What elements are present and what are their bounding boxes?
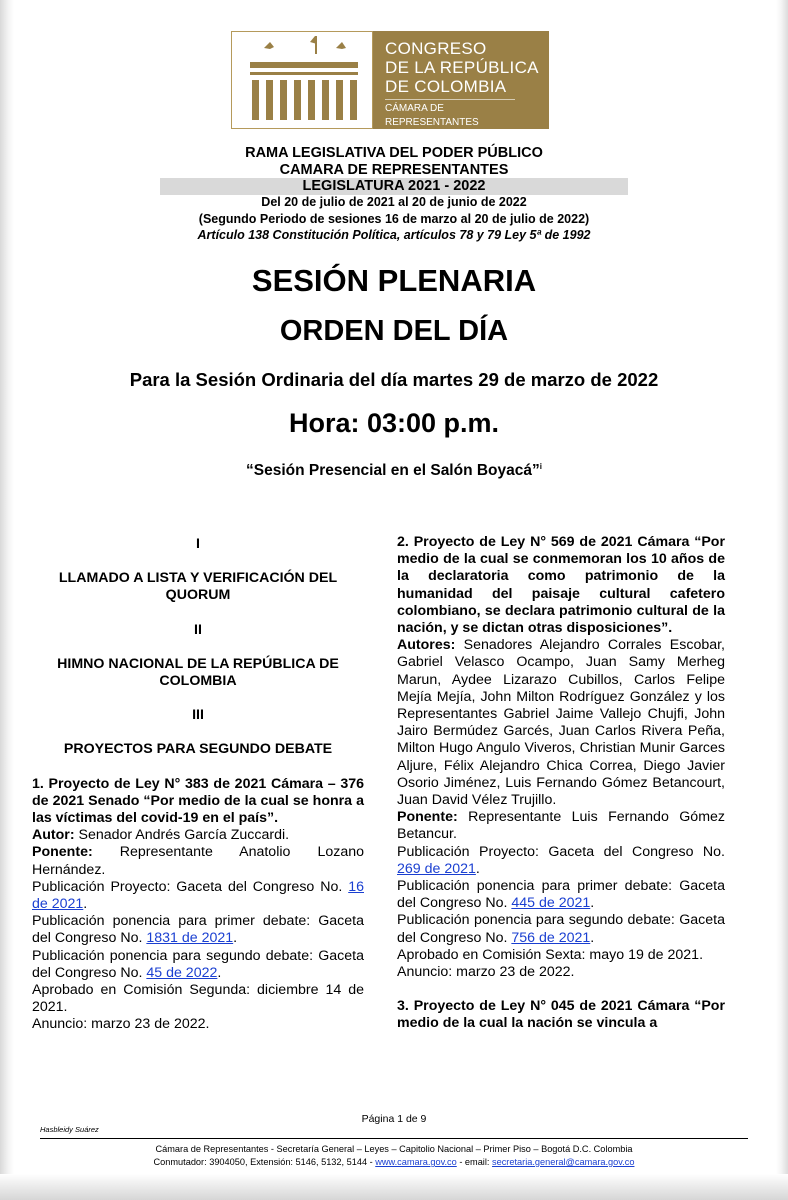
session-location-text: “Sesión Presencial en el Salón Boyacá”	[245, 462, 540, 480]
bill-2-ponente-label: Ponente:	[397, 809, 458, 826]
bill-2-heading: 2. Proyecto de Ley N° 569 de 2021 Cámara “Por medio de la cual se conmemoran los 10 años de la declaratoria como patrimonio de la humanidad del paisaje cultural cafetero colombiano, se declara patrimonio cultural de la nación, y se dictan otras disposiciones”.	[397, 534, 725, 637]
congress-logo	[231, 31, 549, 129]
bill-2-gaceta-segundo-link[interactable]: 756 de 2021	[511, 929, 591, 946]
footer-contact	[0, 1157, 788, 1167]
bill-1-pub-proyecto: Publicación Proyecto: Gaceta del Congreso No. 16 de 2021.	[32, 878, 364, 913]
bill-2-pub-segundo: Publicación ponencia para segundo debate: Gaceta del Congreso No. 756 de 2021.	[397, 912, 725, 946]
bill-1-gaceta-proyecto-link[interactable]: 16 de 2021	[32, 878, 364, 913]
bill-2-pub-primer-text: Publicación ponencia para primer debate: Gaceta del Congreso No.	[397, 878, 725, 912]
bill-1-ponente-label: Ponente:	[32, 844, 93, 861]
page-title: SESIÓN PLENARIA	[251, 263, 537, 298]
bill-2-pub-proyecto: Publicación Proyecto: Gaceta del Congreso No. 269 de 2021.	[397, 843, 725, 877]
bill-1-pub-segundo-text: Publicación ponencia para segundo debate: Gaceta del Congreso No.	[32, 947, 364, 981]
bill-1-autor	[32, 827, 364, 844]
capitol-emblem-icon	[231, 31, 373, 129]
bill-2-gaceta-proyecto-link[interactable]: 269 de 2021	[397, 860, 476, 877]
section-number-1: I	[196, 536, 200, 552]
bill-2-ponente-value: Representante Luis Fernando Gómez Betancur.	[397, 809, 725, 843]
bill-1-heading: 1. Proyecto de Ley N° 383 de 2021 Cámara – 376 de 2021 Senado “Por medio de la cual se honra a las víctimas del covid-19 en el país”.	[32, 775, 364, 827]
session-time: Hora: 03:00 p.m.	[288, 408, 500, 438]
logo-wordmark	[373, 31, 549, 129]
bill-1-ponente-value: Representante Anatolio Lozano Hernández.	[32, 844, 364, 878]
bill-1-gaceta-primer-link[interactable]: 1831 de 2021	[146, 930, 234, 947]
section-title-1: LLAMADO A LISTA Y VERIFICACIÓN DEL QUORUM	[58, 570, 338, 604]
bill-1-aprobado: Aprobado en Comisión Segunda: diciembre 14 de 2021.	[32, 982, 364, 1016]
header-line-1: RAMA LEGISLATIVA DEL PODER PÚBLICO	[245, 145, 543, 161]
logo-line-4: CÁMARA DE REPRESENTANTES	[385, 99, 515, 130]
bill-1-pub-primer-text: Publicación ponencia para primer debate: Gaceta del Congreso No.	[32, 913, 364, 947]
bill-3-heading: 3. Proyecto de Ley N° 045 de 2021 Cámara “Por medio de la cual la nación se vincula a	[397, 998, 725, 1032]
section-title-2: HIMNO NACIONAL DE LA REPÚBLICA DE COLOMBIA	[57, 655, 339, 690]
bill-2-autores	[397, 637, 725, 809]
footer-address: Cámara de Representantes - Secretaría General – Leyes – Capitolio Nacional – Primer Piso – Bogotá D.C. Colombia	[155, 1144, 633, 1154]
bill-2-pub-proyecto-text: Publicación Proyecto: Gaceta del Congreso No.	[397, 843, 725, 860]
footer-divider	[40, 1138, 748, 1139]
website-link[interactable]: www.camara.gov.co	[375, 1157, 457, 1167]
footer-email-label: - email:	[456, 1157, 492, 1167]
logo-line-2: DE LA REPÚBLICA	[385, 58, 539, 77]
capitol-emblem-graphic	[232, 32, 374, 130]
header-line-6: Artículo 138 Constitución Política, artículos 78 y 79 Ley 5ª de 1992	[197, 228, 591, 242]
logo-line-3: DE COLOMBIA	[385, 77, 507, 96]
bill-2-pub-segundo-text: Publicación ponencia para segundo debate: Gaceta del Congreso No.	[397, 912, 725, 946]
section-number-3: III	[192, 707, 204, 724]
bill-2-autores-value: Senadores Alejandro Corrales Escobar, Gabriel Velasco Ocampo, Juan Samy Merheg Marun, Aydee Lizarazo Cubillos, Carlos Felipe Mejía Mejía, John Milton Rodríguez González y los Representantes Gabriel Jaime Vallejo Chujfi, John Jairo Bermúdez Garcés, Juan Carlos Rivera Peña, Milton Hugo Angulo Viveros, Christian Munir Garces Aljure, Félix Alejandro Chica Correa, Diego Javier Osorio Jiménez, Luis Fernando Gómez Betancourt, Juan David Vélez Trujillo.	[397, 637, 725, 809]
bill-1-gaceta-segundo-link[interactable]: 45 de 2022	[146, 964, 218, 981]
author-initials: Hasbleidy Suárez	[40, 1125, 99, 1134]
section-number-2: II	[194, 621, 202, 638]
header-line-5: (Segundo Periodo de sesiones 16 de marzo al 20 de julio de 2022)	[198, 212, 590, 226]
footnote-marker: i	[539, 462, 542, 471]
footer-phone: Conmutador: 3904050, Extensión: 5146, 5132, 5144 -	[153, 1157, 376, 1167]
agenda-title: ORDEN DEL DÍA	[279, 315, 509, 347]
bill-1-ponente	[32, 844, 364, 878]
bill-2-gaceta-primer-link[interactable]: 445 de 2021	[511, 895, 591, 912]
header-line-2: CAMARA DE REPRESENTANTES	[279, 162, 509, 178]
bill-1-pub-proyecto-text: Publicación Proyecto: Gaceta del Congreso No.	[32, 878, 349, 895]
bill-1-pub-primer: Publicación ponencia para primer debate: Gaceta del Congreso No. 1831 de 2021.	[32, 913, 364, 947]
bill-2-aprobado: Aprobado en Comisión Sexta: mayo 19 de 2021.	[397, 946, 704, 963]
bill-2-pub-primer: Publicación ponencia para primer debate: Gaceta del Congreso No. 445 de 2021.	[397, 878, 725, 912]
session-location	[0, 462, 788, 480]
bill-2-anuncio: Anuncio: marzo 23 de 2022.	[397, 964, 575, 981]
bill-1-autor-value: Senador Andrés García Zuccardi.	[74, 827, 290, 844]
session-date: Para la Sesión Ordinaria del día martes 29 de marzo de 2022	[129, 369, 659, 390]
bill-2-autores-label: Autores:	[397, 637, 456, 654]
section-title-3: PROYECTOS PARA SEGUNDO DEBATE	[63, 741, 333, 758]
bill-1-autor-label: Autor:	[32, 827, 75, 844]
logo-line-1: CONGRESO	[385, 39, 487, 58]
page-number: Página 1 de 9	[361, 1113, 427, 1125]
bill-2-ponente	[397, 809, 725, 843]
header-line-3: LEGISLATURA 2021 - 2022	[302, 178, 486, 194]
header-line-4: Del 20 de julio de 2021 al 20 de junio de 2022	[261, 195, 527, 209]
left-column	[32, 536, 364, 1034]
page-edge-bottom	[0, 1174, 788, 1200]
email-link[interactable]: secretaria.general@camara.gov.co	[492, 1157, 635, 1167]
bill-1-anuncio: Anuncio: marzo 23 de 2022.	[32, 1016, 210, 1033]
right-column	[397, 534, 725, 1033]
bill-1-pub-segundo: Publicación ponencia para segundo debate: Gaceta del Congreso No. 45 de 2022.	[32, 947, 364, 981]
